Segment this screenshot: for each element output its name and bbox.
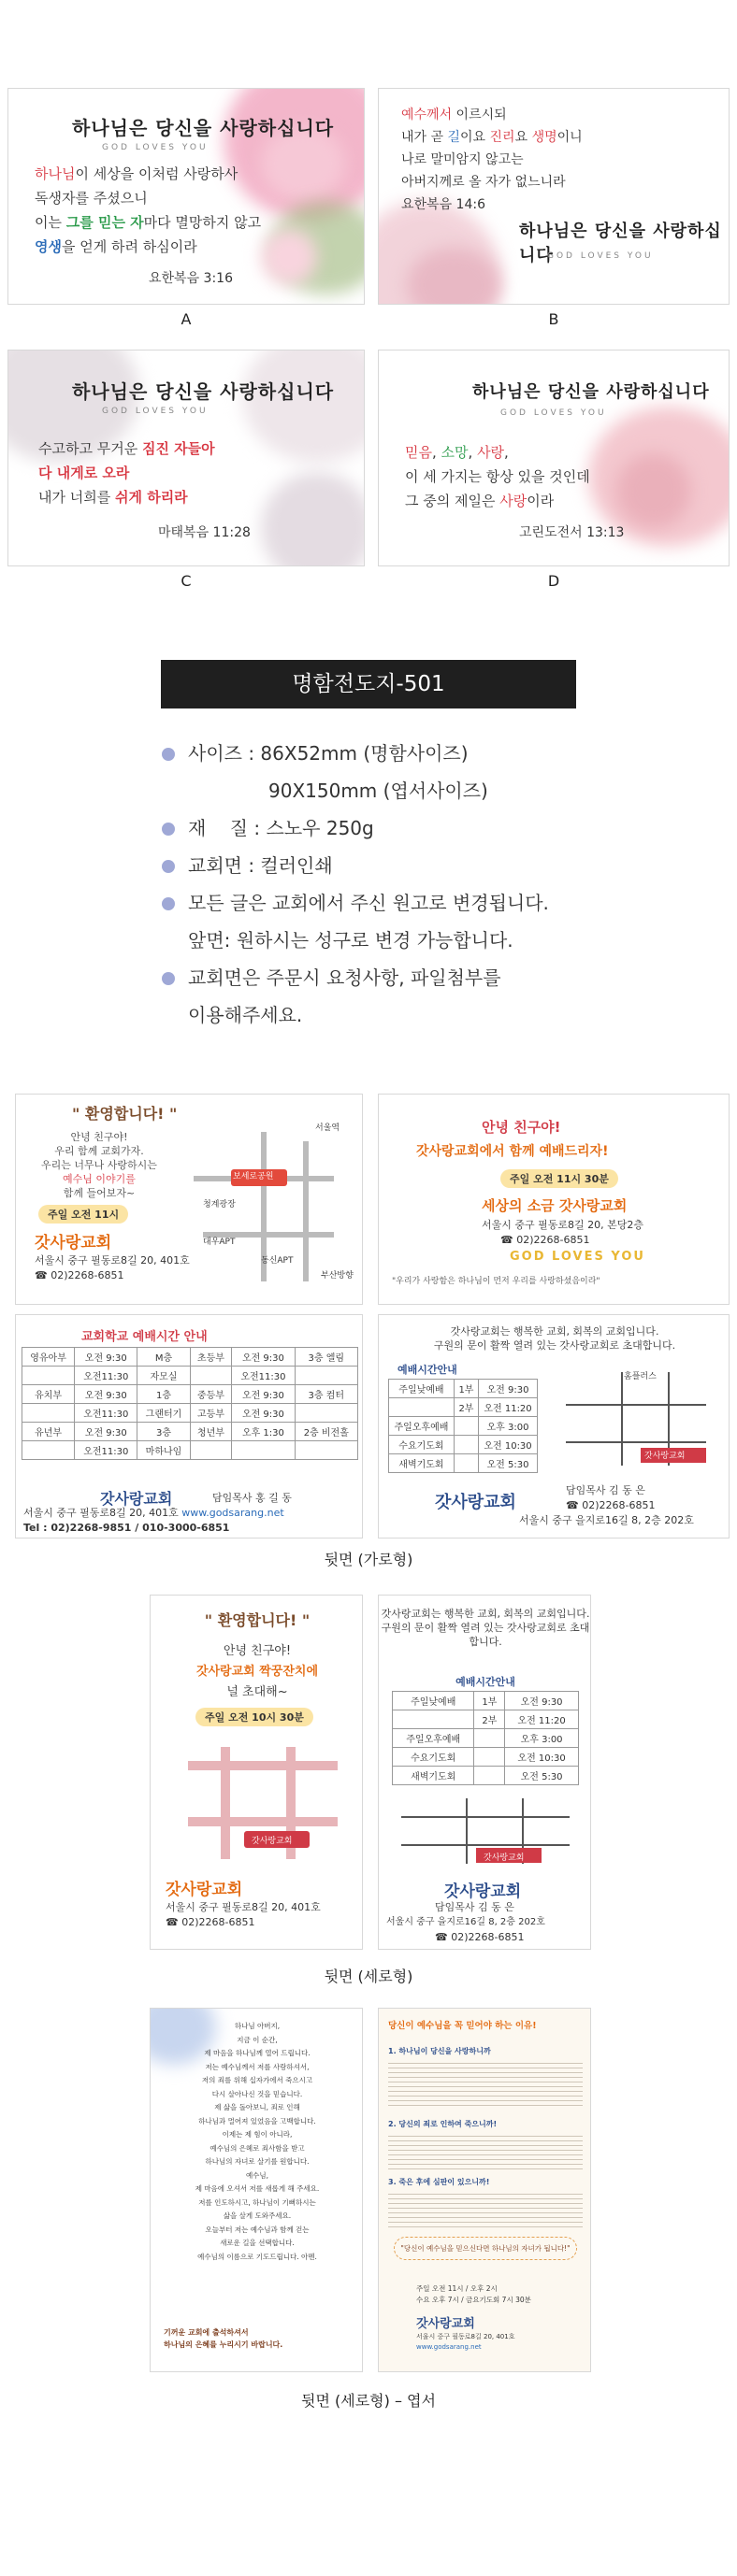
card-title: 하나님은 당신을 사랑하십니다 [72,117,335,139]
card-letter: A [181,310,192,328]
church-name: 갓사랑교회 [416,2317,475,2331]
greeting: 안녕 친구야! [223,1644,292,1658]
table-row: 2부 오전 11:20 [393,1710,579,1729]
spec-material: 재 질 : 스노우 250g [162,809,374,847]
card-verse [38,436,215,509]
pastor: 담임목사 김 동 은 [435,1901,514,1913]
church-address: 서울시 중구 을지로16길 8, 2층 202호 [519,1514,694,1526]
verse-line: 내가 곧 길이요 진리요 생명이니 [401,130,583,145]
back-welcome-map[interactable] [15,1094,363,1305]
card-c[interactable] [7,350,365,566]
church-map [169,1738,347,1868]
table-row: 오전11:30 그랜터기 고등부 오전 9:30 [22,1404,358,1423]
time-pill: 주일 오전 11시 [38,1205,128,1224]
card-title: 하나님은 당신을 사랑하십니다 [72,380,335,403]
card-letter: D [547,572,560,590]
card-ref: 마태복음 11:28 [158,525,251,540]
verse-line: 그 중의 제일은 사랑이라 [405,493,555,509]
card-ref: 고린도전서 13:13 [519,525,625,540]
spec-order-2: 이용해주세요. [188,1004,303,1026]
schedule-table [388,1379,538,1473]
postcard-prayer[interactable] [150,2008,363,2372]
spec-print: 교회면 : 컬러인쇄 [162,847,333,884]
verse-text: "우리가 사랑함은 하나님이 먼저 우리를 사랑하셨음이라" [392,1277,600,1286]
card-letter: C [181,572,192,590]
table-row: 수요기도회 오전 10:30 [393,1748,579,1767]
card-title: 하나님은 당신을 사랑하십니다 [519,222,722,265]
church-address: 서울시 중구 을지로16길 8, 2층 202호 [386,1917,545,1927]
table-row: 새벽기도회 오전 5:30 [389,1454,538,1473]
welcome-title: " 환영합니다! " [204,1611,311,1629]
verse-line: 나로 말미암지 않고는 [401,152,524,167]
time-pill: 주일 오전 10시 30분 [195,1708,313,1726]
spec-order: 교회면은 주문시 요청사항, 파일첨부를 [162,959,501,996]
card-gly: GOD LOVES YOU [547,251,654,261]
bullet-icon [162,897,175,910]
back-portrait-schedule[interactable] [378,1595,591,1950]
map-label: 갓사랑교회 [644,1452,686,1461]
map-label: 대우APT [203,1238,236,1247]
back-invite[interactable] [378,1094,730,1305]
church-name: 세상의 소금 갓사랑교회 [482,1197,628,1214]
church-phone: ☎ 02)2268-6851 [166,1916,255,1928]
table-row: 유치부 오전 9:30 1층 중등부 오전 9:30 3층 컴터 [22,1385,358,1404]
church-phone: ☎ 02)2268-6851 [566,1499,656,1511]
school-title: 교회학교 예배시간 안내 [81,1330,208,1344]
verse-line: 믿음, 소망, 사랑, [405,444,509,461]
church-phone: ☎ 02)2268-6851 [500,1234,590,1246]
service-times: 주일 오전 11시 / 오후 2시 수요 오후 7시 / 금요기도회 7시 30분 [416,2284,531,2304]
church-phone: www.godsarang.net [416,2343,482,2351]
invite-text: 갓사랑교회에서 함께 예배드리자! [416,1144,609,1159]
map-label: 홈플러스 [624,1372,657,1381]
back-school[interactable] [15,1314,363,1538]
table-row: 유년부 오전 9:30 3층 청년부 오후 1:30 2층 비전홀 [22,1423,358,1441]
prayer-bubble: "당신이 예수님을 믿으신다면 하나님의 자녀가 됩니다!" [394,2237,577,2260]
map-label: 부산방향 [321,1271,354,1281]
spec-size: 사이즈 : 86X52mm (명함사이즈) [162,735,469,772]
church-name: 갓사랑교회 [444,1882,522,1901]
prayer-text: 하나님 아버지, 지금 이 순간, 제 마음을 하나님께 열어 드립니다. 저는 예수님께서 저를 사랑하셔서, 저의 죄를 위해 십자가에서 죽으시고 다시 살아나신 것을 믿습니다. 제 삶을 돌아보니, 죄로 인해 하나님과 멀어져 있었음을 고백합니다. 이제는 제 힘이 아니라, 예수님의 은혜로 죄사함을 받고 하나님의 자녀로 살기를 원합니다. 예수님, 제 마음에 오셔서 저를 새롭게 해 주세요. 저를 인도하시고, 하나님이 기뻐하시는 삶을 살게 도와주세요. 오늘부터 저는 예수님과 함께 걷는 새로운 길을 선택합니다. 예수님의 이름으로 기도드립니다. 아멘. [195,2022,320,2261]
pastor: 담임목사 김 동 은 [566,1484,645,1496]
table-row: 수요기도회 오전 10:30 [389,1436,538,1454]
verse-line: 하나님이 세상을 이처럼 사랑하사 [35,165,238,182]
schedule-table [392,1691,579,1785]
card-verse [401,104,583,216]
bullet-icon [162,972,175,985]
reason-2: 2. 당신의 죄로 인하여 죽으니까! [388,2120,498,2128]
reason-1: 1. 하나님이 당신을 사랑하니까 [388,2047,491,2055]
table-row: 주일낮예배 1부 오전 9:30 [389,1380,538,1398]
verse-line: 영생을 얻게 하려 하심이라 [35,238,197,255]
card-verse [405,440,590,513]
verse-line: 이 세 가지는 항상 있을 것인데 [405,468,590,485]
church-address: 서울시 중구 필동로8길 20, 401호 [166,1901,321,1913]
church-phone: Tel : 02)2268-9851 / 010-3000-6851 [23,1522,230,1534]
caption-portrait: 뒷면 (세로형) [324,1968,413,1985]
bullet-icon [162,823,175,836]
church-address: 서울시 중구 필동로8길 20, 본당2층 [482,1219,643,1231]
table-row: 오전11:30 자모실 오전11:30 [22,1367,358,1385]
verse-line: 다 내게로 오라 [38,465,130,481]
spec-text: 모든 글은 교회에서 주신 원고로 변경됩니다. [162,884,549,922]
invite-text-2: 널 초대해~ [226,1685,288,1699]
church-name: 갓사랑교회 [35,1234,112,1252]
church-address: 서울시 중구 필동로8길 20, 401호 [416,2333,515,2340]
card-b[interactable] [378,88,730,305]
verse-line: 아버지께로 올 자가 없느니라 [401,175,566,190]
time-pill: 주일 오전 11시 30분 [500,1169,618,1188]
reasons-title: 당신이 예수님을 꼭 믿어야 하는 이유! [388,2021,537,2031]
reason-3: 3. 죽은 후에 심판이 있으니까! [388,2178,490,2186]
postcard-reasons[interactable] [378,2008,591,2372]
welcome-text: 안녕 친구야! 우리 함께 교회가자. 우리는 너무나 사랑하시는 예수님 이야기를 함께 들어보자~ [41,1131,157,1199]
card-gly: GOD LOVES YOU [102,143,209,152]
verse-line: 수고하고 무거운 짐진 자들아 [38,440,215,457]
intro-text: 갓사랑교회는 행복한 교회, 회복의 교회입니다. 구원의 문이 활짝 열려 있는 갓사랑교회로 초대합니다. [381,1608,590,1648]
card-ref: 요한복음 3:16 [149,271,233,286]
church-phone: ☎ 02)2268-6851 [435,1931,525,1943]
table-row: 오전11:30 마하나임 [22,1441,358,1460]
caption-postcard: 뒷면 (세로형) – 엽서 [301,2392,436,2410]
church-phone: ☎ 02)2268-6851 [35,1269,124,1281]
table-row: 영유아부 오전 9:30 M층 초등부 오전 9:30 3층 엘림 [22,1348,358,1367]
verse-line: 독생자를 주셨으니 [35,190,148,207]
church-name: 갓사랑교회 [100,1490,173,1508]
table-row: 주일오후예배 오후 3:00 [393,1729,579,1748]
bullet-icon [162,860,175,873]
card-letter: B [548,310,559,328]
map-label: 서울역 [315,1123,340,1133]
card-ref: 요한복음 14:6 [401,197,485,212]
spec-size-2: 90X150mm (엽서사이즈) [268,780,488,802]
prayer-footer: 기꺼운 교회에 출석하셔서 하나님의 은혜를 누리시기 바랍니다. [164,2328,283,2349]
product-title: 명함전도지-501 [161,660,576,708]
school-table [22,1347,358,1460]
map-label: 갓사랑교회 [252,1837,293,1846]
church-name: 갓사랑교회 [166,1881,243,1899]
welcome-title: " 환영합니다! " [72,1105,178,1123]
caption-landscape: 뒷면 (가로형) [324,1551,413,1568]
reason-filler [388,2190,583,2227]
schedule-title: 예배시간안내 [455,1676,515,1688]
table-row: 2부 오전 11:20 [389,1398,538,1417]
map-label: 갓사랑교회 [484,1853,525,1863]
map-label: 동신APT [261,1256,294,1266]
card-title: 하나님은 당신을 사랑하십니다 [472,382,710,402]
church-name: 갓사랑교회 [435,1493,516,1512]
church-address: 서울시 중구 필동로8길 20, 401호 [35,1254,190,1267]
back-portrait-welcome[interactable] [150,1595,363,1950]
gly-text: GOD LOVES YOU [510,1250,645,1264]
map-label: 청계광장 [203,1200,236,1209]
bullet-icon [162,748,175,761]
invite-text: 갓사랑교회 짝꿍잔치에 [195,1665,319,1679]
reason-filler [388,2059,583,2110]
map-label: 보세로공원 [233,1172,274,1181]
church-address: 서울시 중구 필동로8길 20, 401호 www.godsarang.net [23,1507,284,1519]
card-gly: GOD LOVES YOU [500,408,607,418]
schedule-title: 예배시간안내 [397,1364,457,1376]
table-row: 주일오후예배 오후 3:00 [389,1417,538,1436]
verse-line: 내가 너희를 쉬게 하리라 [38,489,188,506]
church-map [175,1123,353,1291]
pastor: 담임목사 홍 길 동 [212,1492,292,1504]
table-row: 새벽기도회 오전 5:30 [393,1767,579,1785]
spec-text-2: 앞면: 원하시는 성구로 변경 가능합니다. [188,929,513,952]
greeting: 안녕 친구야! [482,1119,561,1136]
card-gly: GOD LOVES YOU [102,407,209,416]
card-verse [35,162,261,259]
table-row: 주일낮예배 1부 오전 9:30 [393,1692,579,1710]
card-a[interactable] [7,88,365,305]
church-map [556,1367,715,1470]
verse-line: 이는 그를 믿는 자마다 멸망하지 않고 [35,214,262,231]
reason-filler [388,2132,583,2169]
intro-text: 갓사랑교회는 행복한 교회, 회복의 교회입니다. 구원의 문이 활짝 열려 있는 갓사랑교회로 초대합니다. [433,1325,676,1352]
back-schedule[interactable] [378,1314,730,1538]
verse-line: 예수께서 이르시되 [401,107,507,122]
card-d[interactable] [378,350,730,566]
